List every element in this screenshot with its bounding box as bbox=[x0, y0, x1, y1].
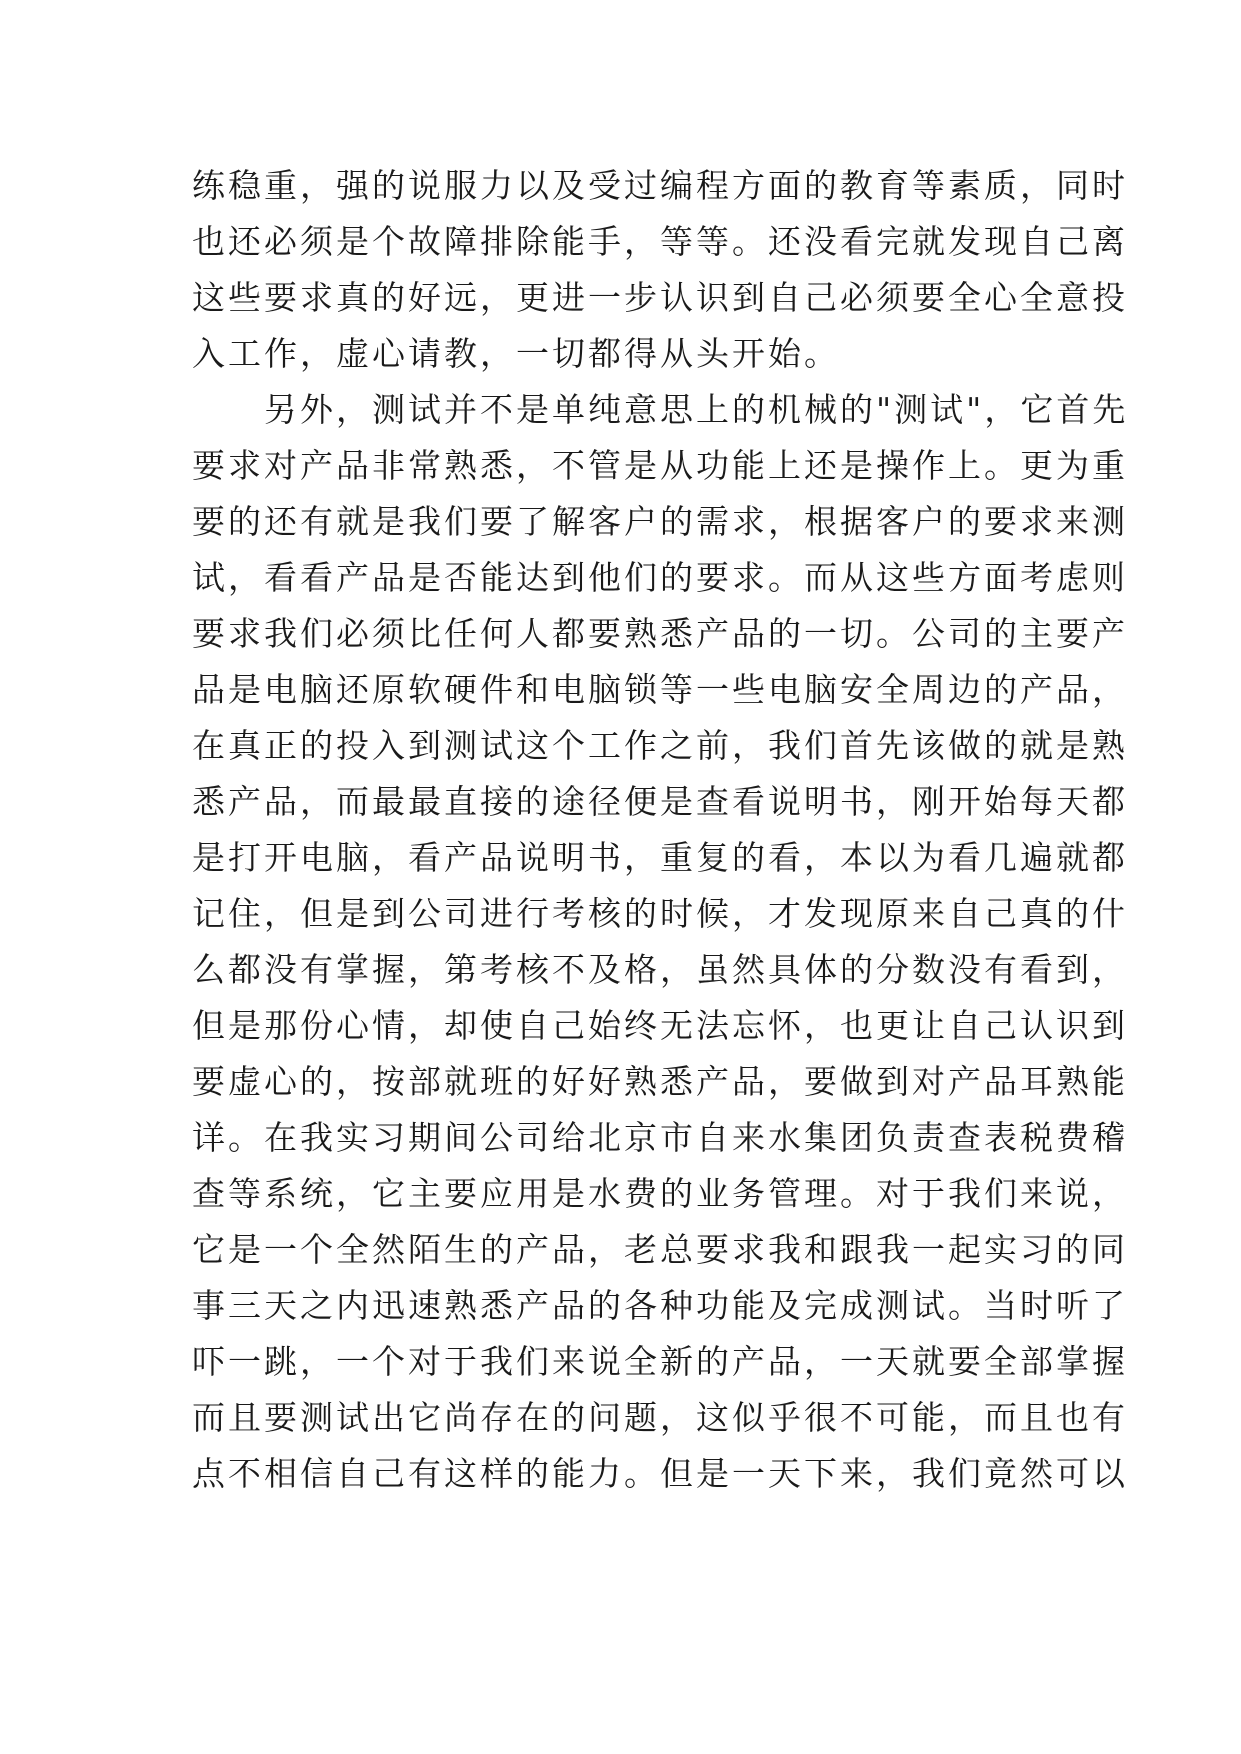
text-line: 事三天之内迅速熟悉产品的各种功能及完成测试。当时听了 bbox=[192, 1286, 1128, 1325]
text-line: 是打开电脑，看产品说明书，重复的看，本以为看几遍就都 bbox=[192, 838, 1128, 877]
text-line: 要的还有就是我们要了解客户的需求，根据客户的要求来测 bbox=[192, 502, 1128, 541]
text-line: 品是电脑还原软硬件和电脑锁等一些电脑安全周边的产品， bbox=[192, 670, 1128, 709]
text-line: 试，看看产品是否能达到他们的要求。而从这些方面考虑则 bbox=[192, 558, 1128, 597]
text-line: 入工作，虚心请教，一切都得从头开始。 bbox=[192, 334, 840, 373]
text-line: 详。在我实习期间公司给北京市自来水集团负责查表税费稽 bbox=[192, 1118, 1128, 1157]
text-line: 么都没有掌握，第考核不及格，虽然具体的分数没有看到， bbox=[192, 950, 1128, 989]
text-line: 悉产品，而最最直接的途径便是查看说明书，刚开始每天都 bbox=[192, 782, 1128, 821]
text-line: 要求对产品非常熟悉，不管是从功能上还是操作上。更为重 bbox=[192, 446, 1128, 485]
text-line: 点不相信自己有这样的能力。但是一天下来，我们竟然可以 bbox=[192, 1454, 1128, 1493]
text-line: 练稳重，强的说服力以及受过编程方面的教育等素质，同时 bbox=[192, 166, 1128, 205]
text-line: 也还必须是个故障排除能手，等等。还没看完就发现自己离 bbox=[192, 222, 1128, 261]
text-line: 要虚心的，按部就班的好好熟悉产品，要做到对产品耳熟能 bbox=[192, 1062, 1128, 1101]
text-line: 查等系统，它主要应用是水费的业务管理。对于我们来说， bbox=[192, 1174, 1128, 1213]
text-line: 另外，测试并不是单纯意思上的机械的"测试"，它首先 bbox=[192, 390, 1129, 429]
text-line: 它是一个全然陌生的产品，老总要求我和跟我一起实习的同 bbox=[192, 1230, 1128, 1269]
text-line: 要求我们必须比任何人都要熟悉产品的一切。公司的主要产 bbox=[192, 614, 1128, 653]
text-line: 在真正的投入到测试这个工作之前，我们首先该做的就是熟 bbox=[192, 726, 1128, 765]
body-text bbox=[192, 158, 1129, 1502]
text-line: 这些要求真的好远，更进一步认识到自己必须要全心全意投 bbox=[192, 278, 1128, 317]
text-line: 而且要测试出它尚存在的问题，这似乎很不可能，而且也有 bbox=[192, 1398, 1128, 1437]
text-line: 记住，但是到公司进行考核的时候，才发现原来自己真的什 bbox=[192, 894, 1128, 933]
text-line: 吓一跳，一个对于我们来说全新的产品，一天就要全部掌握 bbox=[192, 1342, 1128, 1381]
text-line: 但是那份心情，却使自己始终无法忘怀，也更让自己认识到 bbox=[192, 1006, 1128, 1045]
